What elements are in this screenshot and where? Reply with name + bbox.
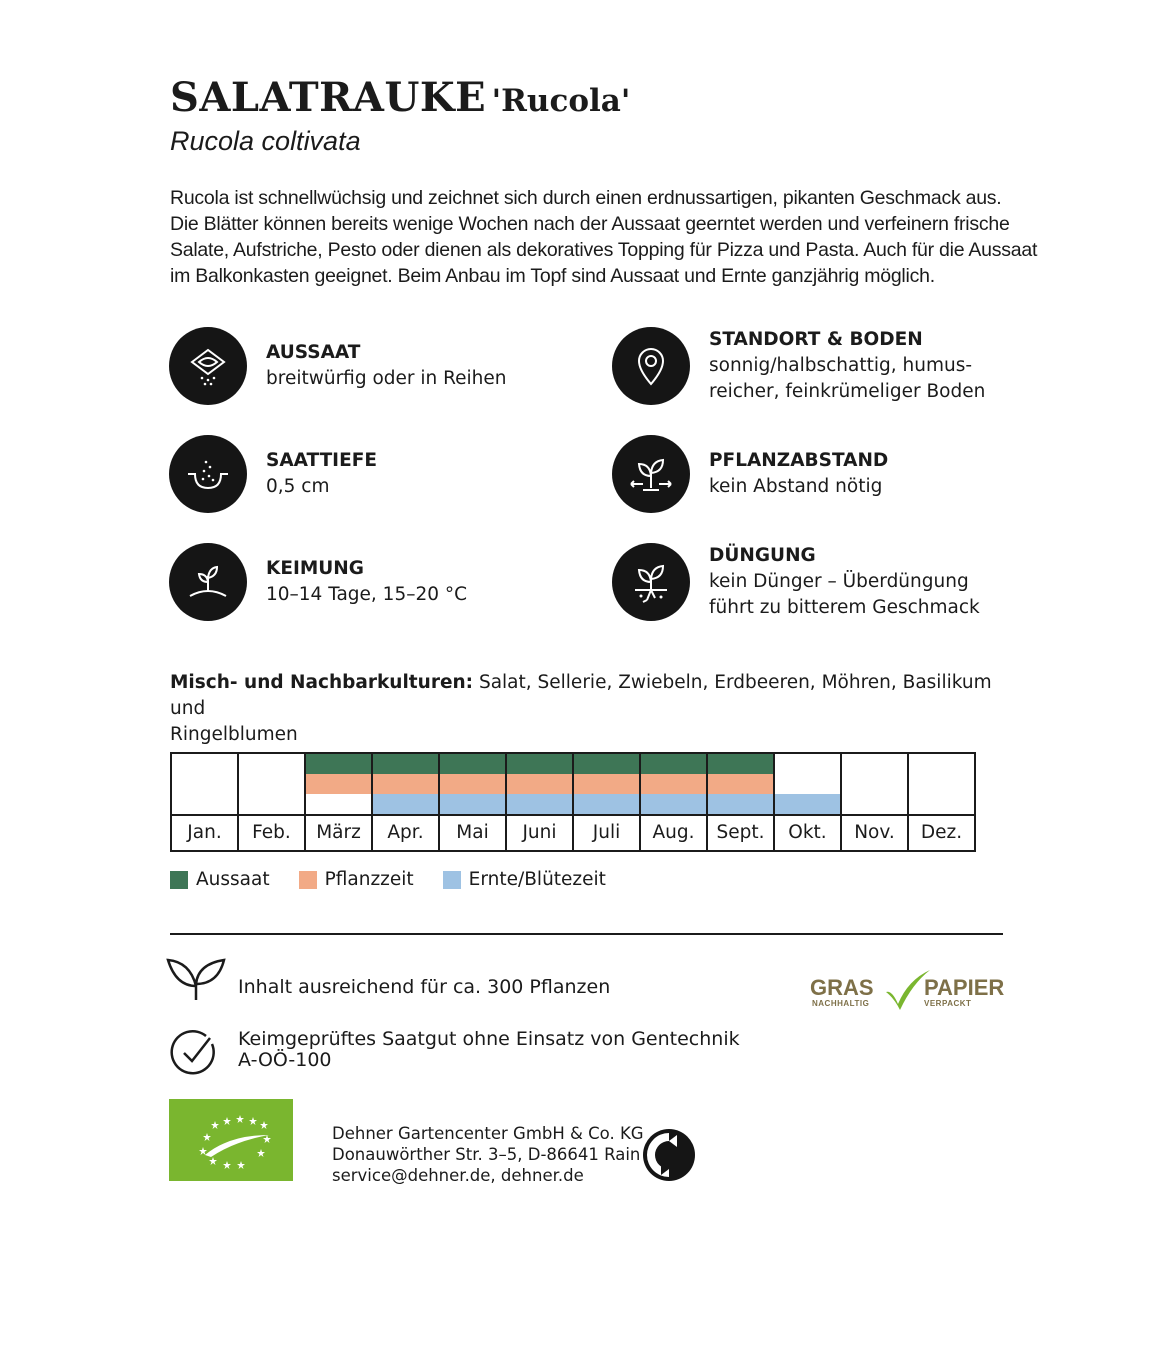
info-heading: AUSSAAT [266,342,361,363]
calendar-bar-aussaat [507,754,572,774]
street-address: Donauwörther Str. 3–5, D-86641 Rain [332,1145,641,1164]
eu-organic-logo [169,1099,293,1181]
divider [170,933,1003,935]
calendar-month-label: Feb. [238,815,305,851]
seedling-icon [169,543,247,621]
product-title [170,74,630,121]
calendar-month-label: Jan. [171,815,238,851]
seed-quality [238,1029,740,1071]
gras-label: GRAS [810,975,874,1000]
calendar-cell [305,753,372,815]
info-aussaat [169,327,507,405]
calendar-bar-aussaat [440,754,505,774]
info-keimung [169,543,467,621]
plant-roots-icon [612,543,690,621]
legend-label: Pflanzzeit [324,869,414,890]
info-text: 0,5 cm [266,476,330,497]
company-name: Dehner Gartencenter GmbH & Co. KG [332,1124,644,1143]
calendar-bar-aussaat [373,754,438,774]
company-address [332,1123,644,1186]
legend-item-ernte [443,869,606,890]
green-dot-icon [641,1127,697,1187]
control-code: A-OÖ-100 [238,1049,332,1071]
calendar-bar-ernte [775,794,840,814]
legend-swatch [299,871,317,889]
calendar-bar-ernte [708,794,773,814]
calendar-bar-pflanzzeit [306,774,371,794]
description-line: Salate, Aufstriche, Pesto oder dienen als dekoratives Topping für Pizza und Pasta. Auch für die Aussaat [170,239,1038,261]
calendar-cell [774,753,841,815]
calendar-cell [238,753,305,815]
calendar-bar-aussaat [574,754,639,774]
calendar-month-label: Juni [506,815,573,851]
location-pin-icon [612,327,690,405]
calendar-month-label: Sept. [707,815,774,851]
calendar-bar-pflanzzeit [574,774,639,794]
calendar-bar-aussaat [306,754,371,774]
info-heading: STANDORT & BODEN [709,329,923,350]
legend-item-aussaat [170,869,270,890]
calendar-month-label: Apr. [372,815,439,851]
legend-swatch [170,871,188,889]
companion-text: Salat, Sellerie, Zwiebeln, Erdbeeren, Möhren, Basilikum und [170,672,992,719]
info-duengung [612,543,980,621]
calendar-months-row [171,815,975,851]
info-text: 10–14 Tage, 15–20 °C [266,584,468,605]
calendar-cell [506,753,573,815]
plant-spacing-icon [612,435,690,513]
info-standort [612,327,985,405]
description-line: Rucola ist schnellwüchsig und zeichnet sich durch einen erdnussartigen, pikanten Geschmack aus. [170,187,1002,209]
calendar-cell [707,753,774,815]
info-heading: SAATTIEFE [266,450,377,471]
calendar-month-label: Okt. [774,815,841,851]
calendar-month-label: Mai [439,815,506,851]
calendar-bars-row [171,753,975,815]
info-heading: PFLANZABSTAND [709,450,889,471]
calendar-bar-ernte [507,794,572,814]
description-line: im Balkonkasten geeignet. Beim Anbau im Topf sind Aussaat und Ernte ganzjährig möglich. [170,265,935,287]
info-heading: KEIMUNG [266,558,364,579]
calendar-cell [841,753,908,815]
check-circle-icon [168,1026,220,1082]
calendar-bar-pflanzzeit [641,774,706,794]
companion-plants [170,670,1010,748]
calendar-month-label: Juli [573,815,640,851]
info-text: führt zu bitterem Geschmack [709,597,980,618]
info-text: breitwürfig oder in Reihen [266,368,507,389]
sowing-calendar [170,752,976,852]
info-text: kein Abstand nötig [709,476,883,497]
calendar-bar-ernte [574,794,639,814]
contact-info: service@dehner.de, dehner.de [332,1166,584,1185]
latin-name: Rucola coltivata [170,126,361,156]
calendar-legend [170,869,635,890]
calendar-bar-aussaat [708,754,773,774]
info-saattiefe [169,435,377,513]
seed-text: Keimgeprüftes Saatgut ohne Einsatz von Gentechnik [238,1028,740,1050]
calendar-bar-ernte [440,794,505,814]
calendar-bar-pflanzzeit [708,774,773,794]
companion-text: Ringelblumen [170,724,298,745]
gras-sub: NACHHALTIG [812,999,870,1008]
product-name: SALATRAUKE [170,74,487,121]
calendar-month-label: Nov. [841,815,908,851]
calendar-cell [439,753,506,815]
seed-packet-icon [169,327,247,405]
calendar-bar-pflanzzeit [440,774,505,794]
seed-depth-icon [169,435,247,513]
legend-item-pflanzzeit [299,869,414,890]
calendar-month-label: März [305,815,372,851]
calendar-month-label: Dez. [908,815,975,851]
info-text: kein Dünger – Überdüngung [709,571,969,592]
calendar-cell [573,753,640,815]
calendar-bar-ernte [641,794,706,814]
calendar-bar-pflanzzeit [507,774,572,794]
calendar-cell [171,753,238,815]
graspapier-logo [810,968,1004,1012]
calendar-cell [908,753,975,815]
legend-label: Ernte/Blütezeit [468,869,606,890]
content-text: Inhalt ausreichend für ca. 300 Pflanzen [238,976,611,998]
description-line: Die Blätter können bereits wenige Wochen nach der Aussaat geerntet werden und verfeinern frische [170,213,1010,235]
info-text: reicher, feinkrümeliger Boden [709,381,986,402]
calendar-cell [640,753,707,815]
product-variety: 'Rucola' [491,83,631,119]
leaves-icon [164,954,228,1008]
calendar-bar-aussaat [641,754,706,774]
papier-label: PAPIER [924,975,1005,1000]
legend-label: Aussaat [196,869,270,890]
info-abstand [612,435,888,513]
info-heading: DÜNGUNG [709,545,816,566]
calendar-bar-ernte [373,794,438,814]
companion-label: Misch- und Nachbarkulturen: [170,672,474,693]
calendar-cell [372,753,439,815]
legend-swatch [443,871,461,889]
calendar-month-label: Aug. [640,815,707,851]
calendar-bar-pflanzzeit [373,774,438,794]
papier-sub: VERPACKT [924,999,972,1008]
description [170,185,1038,289]
info-text: sonnig/halbschattig, humus- [709,355,973,376]
